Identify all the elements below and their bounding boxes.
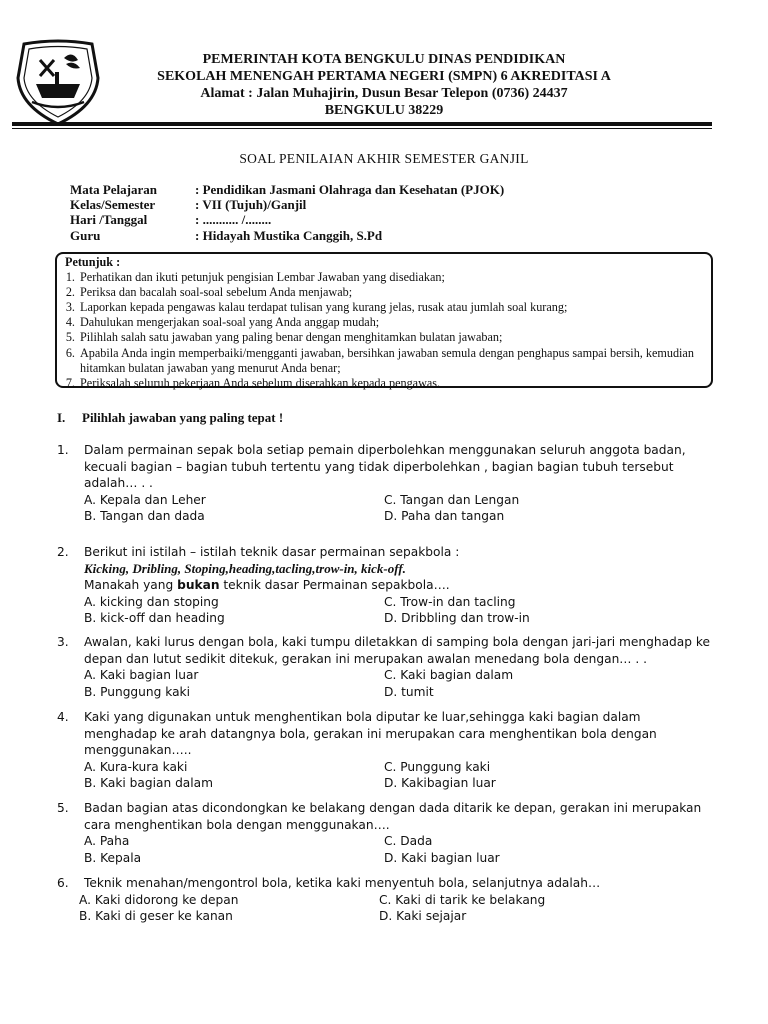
meta-label: Hari /Tanggal bbox=[70, 212, 148, 227]
question-options bbox=[84, 594, 717, 627]
option-d[interactable]: D. Paha dan tangan bbox=[384, 509, 505, 524]
meta-label: Mata Pelajaran bbox=[70, 182, 158, 197]
instruction-item: 6. Apabila Anda ingin memperbaiki/mengganti jawaban, bersihkan jawaban semula dengan penghapus sampai bersih, kemudian hitamkan bulatan jawaban yang menurut Anda benar; bbox=[78, 346, 703, 376]
meta-value: : Pendidikan Jasmani Olahraga dan Kesehatan (PJOK) bbox=[195, 182, 505, 197]
instruction-item: 4. Dahulukan mengerjakan soal-soal yang Anda anggap mudah; bbox=[78, 315, 703, 330]
option-b[interactable]: B. kick-off dan heading bbox=[84, 611, 225, 626]
option-b[interactable]: B. Kaki bagian dalam bbox=[84, 776, 213, 791]
question-options bbox=[84, 492, 717, 525]
meta-label: Guru bbox=[70, 228, 101, 243]
header-city-line: BENGKULU 38229 bbox=[324, 103, 444, 118]
header-address-line: Alamat : Jalan Muhajirin, Dusun Besar Telepon (0736) 24437 bbox=[200, 86, 568, 101]
option-a[interactable]: A. Kepala dan Leher bbox=[84, 492, 206, 507]
option-a[interactable]: A. Paha bbox=[84, 834, 130, 849]
option-c[interactable]: C. Dada bbox=[384, 834, 433, 849]
option-d[interactable]: D. Kaki sejajar bbox=[379, 909, 467, 924]
question-text: Berikut ini istilah – istilah teknik dasar permainan sepakbola : bbox=[84, 545, 460, 559]
option-d[interactable]: D. tumit bbox=[384, 684, 434, 699]
instructions-box bbox=[55, 252, 713, 388]
instruction-item: 1. Perhatikan dan ikuti petunjuk pengisian Lembar Jawaban yang disediakan; bbox=[78, 270, 703, 285]
question-emphasis-terms: Kicking, Dribling, Stoping,heading,tacling,trow-in, kick-off. bbox=[84, 560, 406, 576]
option-b[interactable]: B. Kaki di geser ke kanan bbox=[79, 909, 233, 924]
question-text: Teknik menahan/mengontrol bola, ketika kaki menyentuh bola, selanjutnya adalah… bbox=[84, 876, 601, 890]
instruction-item: 2. Periksa dan bacalah soal-soal sebelum Anda menjawab; bbox=[78, 285, 703, 300]
question-3 bbox=[57, 634, 717, 700]
question-number: 5. bbox=[57, 801, 69, 815]
meta-row-subject bbox=[70, 182, 504, 197]
question-options bbox=[84, 833, 717, 866]
header-school-line: SEKOLAH MENENGAH PERTAMA NEGERI (SMPN) 6 AKREDITASI A bbox=[157, 69, 611, 84]
question-text: Badan bagian atas dicondongkan ke belakang dengan dada ditarik ke depan, gerakan ini merupakan cara menghentikan bola dengan menggunakan…. bbox=[84, 801, 702, 832]
section-heading bbox=[57, 410, 283, 426]
option-b[interactable]: B. Tangan dan dada bbox=[84, 509, 205, 524]
meta-value: : ........... /........ bbox=[195, 212, 272, 227]
meta-row-date bbox=[70, 212, 271, 227]
ask-keyword: bukan bbox=[177, 578, 220, 593]
question-5 bbox=[57, 800, 717, 866]
question-1 bbox=[57, 442, 717, 525]
question-text: Awalan, kaki lurus dengan bola, kaki tumpu diletakkan di samping bola dengan jari-jari menghadap ke depan dan lutut sedikit ditekuk, gerakan ini merupakan awalan menedang bola dengan… . . bbox=[84, 635, 710, 666]
question-4 bbox=[57, 709, 717, 792]
instruction-item: 5. Pilihlah salah satu jawaban yang paling benar dengan menghitamkan bulatan jawaban; bbox=[78, 330, 703, 345]
option-b[interactable]: B. Punggung kaki bbox=[84, 684, 190, 699]
question-2 bbox=[57, 544, 717, 627]
option-c[interactable]: C. Punggung kaki bbox=[384, 759, 491, 774]
option-d[interactable]: D. Dribbling dan trow-in bbox=[384, 611, 530, 626]
question-number: 3. bbox=[57, 635, 69, 649]
meta-row-class bbox=[70, 197, 306, 212]
instruction-item: 7. Periksalah seluruh pekerjaan Anda sebelum diserahkan kepada pengawas. bbox=[78, 376, 703, 391]
option-c[interactable]: C. Trow-in dan tacling bbox=[384, 594, 516, 609]
question-options bbox=[84, 759, 717, 792]
meta-label: Kelas/Semester bbox=[70, 197, 156, 212]
question-ask bbox=[84, 577, 717, 594]
section-number: I. bbox=[57, 410, 66, 425]
question-options bbox=[79, 892, 717, 925]
option-a[interactable]: A. Kura-kura kaki bbox=[84, 759, 188, 774]
section-title: Pilihlah jawaban yang paling tepat ! bbox=[82, 410, 284, 425]
instructions-title: Petunjuk : bbox=[65, 255, 121, 269]
option-c[interactable]: C. Kaki bagian dalam bbox=[384, 668, 514, 683]
option-a[interactable]: A. kicking dan stoping bbox=[84, 594, 219, 609]
header-government-line: PEMERINTAH KOTA BENGKULU DINAS PENDIDIKAN bbox=[202, 52, 566, 67]
meta-value: : Hidayah Mustika Canggih, S.Pd bbox=[195, 228, 383, 243]
option-d[interactable]: D. Kaki bagian luar bbox=[384, 850, 500, 865]
question-number: 4. bbox=[57, 710, 69, 724]
question-number: 1. bbox=[57, 443, 69, 457]
header-thin-divider bbox=[12, 128, 712, 129]
option-d[interactable]: D. Kakibagian luar bbox=[384, 776, 496, 791]
option-b[interactable]: B. Kepala bbox=[84, 850, 142, 865]
instruction-item: 3. Laporkan kepada pengawas kalau terdapat tulisan yang kurang jelas, rusak atau jumlah soal kurang; bbox=[78, 300, 703, 315]
question-number: 2. bbox=[57, 545, 69, 559]
option-a[interactable]: A. Kaki bagian luar bbox=[84, 668, 199, 683]
question-text: Dalam permainan sepak bola setiap pemain diperbolehkan menggunakan seluruh anggota badan, kecuali bagian – bagian tubuh tertentu yang tidak diperbolehkan , bagian bagian tubuh tersebut adalah… . . bbox=[84, 443, 686, 491]
question-number: 6. bbox=[57, 876, 69, 890]
option-c[interactable]: C. Kaki di tarik ke belakang bbox=[379, 892, 546, 907]
exam-title: SOAL PENILAIAN AKHIR SEMESTER GANJIL bbox=[239, 151, 529, 166]
question-text: Kaki yang digunakan untuk menghentikan bola diputar ke luar,sehingga kaki bagian dalam menghadap ke arah datangnya bola, gerakan ini merupakan cara menghentikan bola dengan menggunakan….. bbox=[84, 710, 657, 758]
instructions-list bbox=[65, 270, 703, 391]
question-6 bbox=[57, 875, 717, 925]
ask-prefix: Manakah yang bbox=[84, 578, 178, 593]
option-c[interactable]: C. Tangan dan Lengan bbox=[384, 492, 520, 507]
question-options bbox=[84, 667, 717, 700]
meta-row-teacher bbox=[70, 228, 382, 243]
header-thick-divider bbox=[12, 122, 712, 126]
meta-value: : VII (Tujuh)/Ganjil bbox=[195, 197, 307, 212]
ask-suffix: teknik dasar Permainan sepakbola…. bbox=[219, 578, 450, 593]
option-a[interactable]: A. Kaki didorong ke depan bbox=[79, 892, 239, 907]
